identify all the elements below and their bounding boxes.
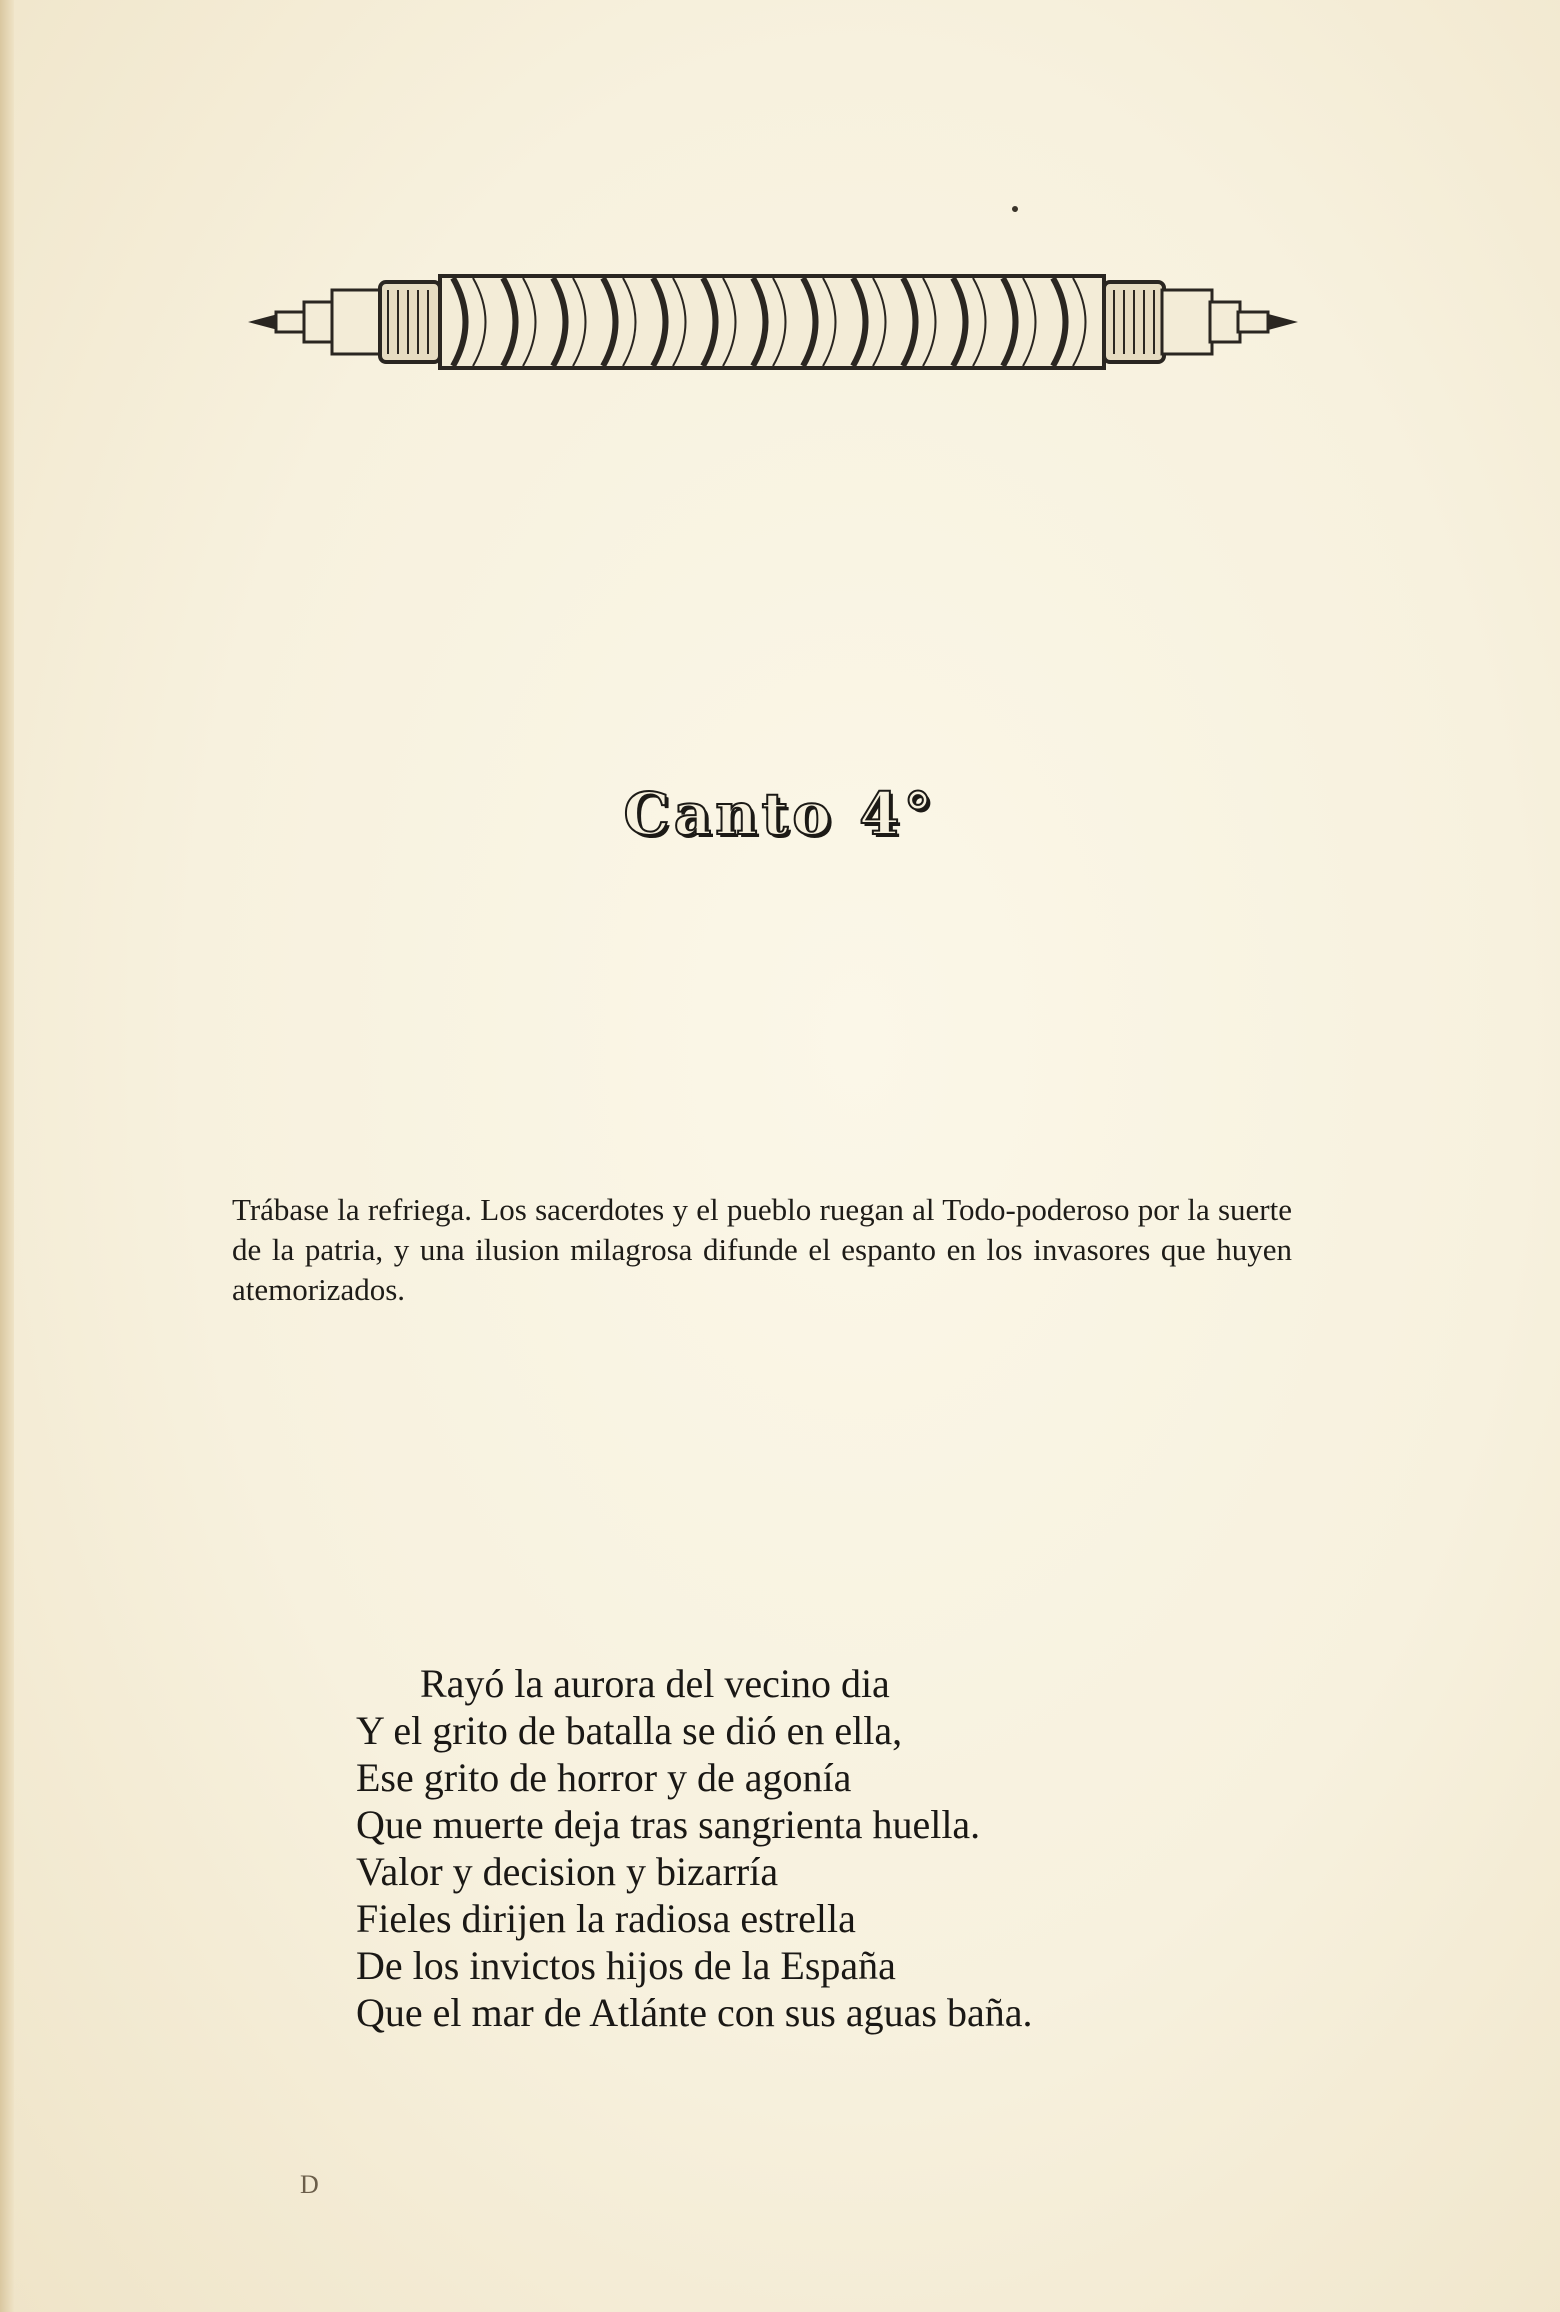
ink-speck — [1012, 206, 1018, 212]
page-edge — [0, 0, 14, 2312]
poem-stanza — [356, 1660, 1256, 2036]
poem-line: Valor y decision y bizarría — [356, 1849, 779, 1894]
poem-line: Ese grito de horror y de agonía — [356, 1755, 852, 1800]
canto-heading: Canto 4° — [623, 780, 937, 848]
summary-text: Trábase la refriega. Los sacerdotes y el pueblo ruegan al Todo-poderoso por la suerte de la patria, y una ilusion milagrosa difunde el espanto en los invasores que huyen atemorizados. — [232, 1192, 1292, 1307]
page-corner-mark: D — [300, 2170, 319, 2199]
poem-line: Y el grito de batalla se dió en ella, — [356, 1708, 903, 1753]
poem-line: Fieles dirijen la radiosa estrella — [356, 1896, 856, 1941]
poem-line: Rayó la aurora del vecino dia — [420, 1661, 890, 1706]
poem-line: Que muerte deja tras sangrienta huella. — [356, 1802, 981, 1847]
canto-summary — [232, 1190, 1292, 1310]
poem-line: De los invictos hijos de la España — [356, 1943, 896, 1988]
decorative-rule-ornament — [248, 262, 1298, 382]
poem-line: Que el mar de Atlánte con sus aguas baña. — [356, 1990, 1033, 2035]
